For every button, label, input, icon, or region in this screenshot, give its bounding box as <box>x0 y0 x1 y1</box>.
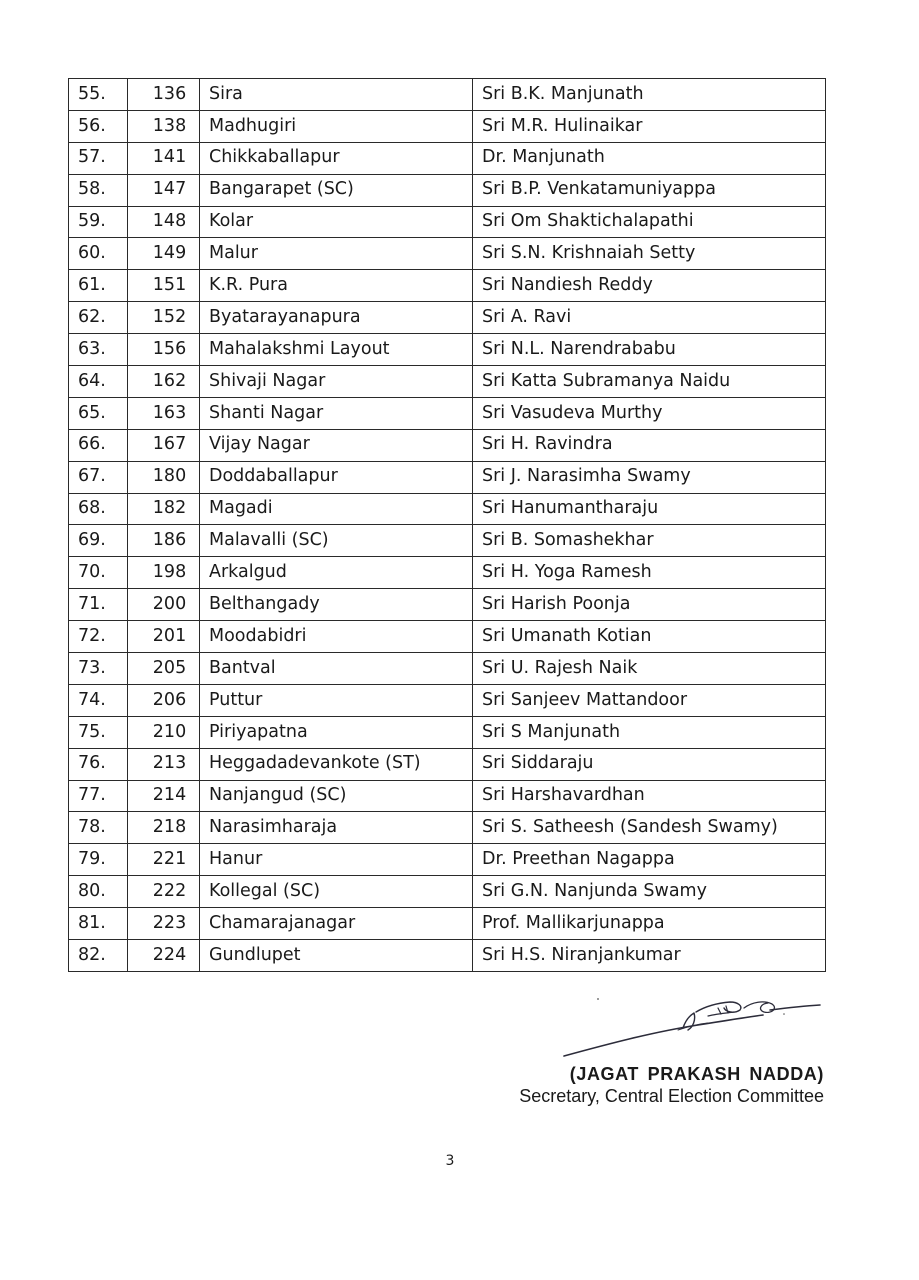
constituency-name-cell: Sira <box>200 79 473 111</box>
serial-number-cell: 81. <box>69 908 128 940</box>
table-row <box>69 461 826 493</box>
table-row <box>69 142 826 174</box>
constituency-name-cell: Kollegal (SC) <box>200 876 473 908</box>
candidate-name-cell: Sri Harshavardhan <box>473 780 826 812</box>
constituency-number-cell: 201 <box>128 621 200 653</box>
constituency-name-cell: Malur <box>200 238 473 270</box>
serial-number-cell: 79. <box>69 844 128 876</box>
table-row <box>69 79 826 111</box>
candidate-name-cell: Sri N.L. Narendrababu <box>473 334 826 366</box>
page-number: 3 <box>445 1153 455 1169</box>
serial-number-cell: 78. <box>69 812 128 844</box>
candidate-name-cell: Sri Harish Poonja <box>473 589 826 621</box>
constituency-number-cell: 210 <box>128 716 200 748</box>
constituency-name-cell: Kolar <box>200 206 473 238</box>
constituency-name-cell: Belthangady <box>200 589 473 621</box>
constituency-number-cell: 182 <box>128 493 200 525</box>
serial-number-cell: 64. <box>69 366 128 398</box>
candidate-name-cell: Sri H. Yoga Ramesh <box>473 557 826 589</box>
serial-number-cell: 68. <box>69 493 128 525</box>
table-row <box>69 270 826 302</box>
constituency-number-cell: 186 <box>128 525 200 557</box>
table-row <box>69 684 826 716</box>
constituency-number-cell: 136 <box>128 79 200 111</box>
table-row <box>69 174 826 206</box>
constituency-number-cell: 141 <box>128 142 200 174</box>
table-row <box>69 366 826 398</box>
candidate-name-cell: Sri M.R. Hulinaikar <box>473 110 826 142</box>
constituency-name-cell: Chamarajanagar <box>200 908 473 940</box>
candidate-name-cell: Sri Sanjeev Mattandoor <box>473 684 826 716</box>
candidate-name-cell: Sri H.S. Niranjankumar <box>473 940 826 972</box>
constituency-number-cell: 214 <box>128 780 200 812</box>
constituency-name-cell: Magadi <box>200 493 473 525</box>
table-row <box>69 334 826 366</box>
constituency-name-cell: Hanur <box>200 844 473 876</box>
table-row <box>69 238 826 270</box>
constituency-name-cell: Doddaballapur <box>200 461 473 493</box>
constituency-number-cell: 222 <box>128 876 200 908</box>
constituency-number-cell: 200 <box>128 589 200 621</box>
constituency-name-cell: Narasimharaja <box>200 812 473 844</box>
table-row <box>69 748 826 780</box>
serial-number-cell: 56. <box>69 110 128 142</box>
signature-image <box>558 990 823 1062</box>
serial-number-cell: 75. <box>69 716 128 748</box>
constituency-number-cell: 213 <box>128 748 200 780</box>
serial-number-cell: 69. <box>69 525 128 557</box>
constituency-number-cell: 147 <box>128 174 200 206</box>
serial-number-cell: 61. <box>69 270 128 302</box>
constituency-name-cell: Nanjangud (SC) <box>200 780 473 812</box>
table-row <box>69 429 826 461</box>
candidate-name-cell: Sri J. Narasimha Swamy <box>473 461 826 493</box>
constituency-number-cell: 138 <box>128 110 200 142</box>
constituency-name-cell: Bantval <box>200 653 473 685</box>
candidate-name-cell: Sri S.N. Krishnaiah Setty <box>473 238 826 270</box>
serial-number-cell: 67. <box>69 461 128 493</box>
constituency-number-cell: 218 <box>128 812 200 844</box>
candidate-name-cell: Sri Vasudeva Murthy <box>473 397 826 429</box>
constituency-number-cell: 205 <box>128 653 200 685</box>
serial-number-cell: 59. <box>69 206 128 238</box>
constituency-name-cell: Vijay Nagar <box>200 429 473 461</box>
candidate-name-cell: Sri Umanath Kotian <box>473 621 826 653</box>
serial-number-cell: 57. <box>69 142 128 174</box>
serial-number-cell: 58. <box>69 174 128 206</box>
constituency-name-cell: Heggadadevankote (ST) <box>200 748 473 780</box>
constituency-name-cell: Bangarapet (SC) <box>200 174 473 206</box>
constituency-name-cell: Madhugiri <box>200 110 473 142</box>
constituency-number-cell: 148 <box>128 206 200 238</box>
serial-number-cell: 71. <box>69 589 128 621</box>
table-row <box>69 940 826 972</box>
signatory-title: Secretary, Central Election Committee <box>519 1086 824 1106</box>
candidate-name-cell: Sri S. Satheesh (Sandesh Swamy) <box>473 812 826 844</box>
serial-number-cell: 76. <box>69 748 128 780</box>
constituency-number-cell: 149 <box>128 238 200 270</box>
table-row <box>69 206 826 238</box>
serial-number-cell: 82. <box>69 940 128 972</box>
table-row <box>69 493 826 525</box>
table-row <box>69 557 826 589</box>
candidate-name-cell: Sri G.N. Nanjunda Swamy <box>473 876 826 908</box>
table-row <box>69 621 826 653</box>
constituency-name-cell: Gundlupet <box>200 940 473 972</box>
table-row <box>69 589 826 621</box>
constituency-number-cell: 151 <box>128 270 200 302</box>
constituency-name-cell: Malavalli (SC) <box>200 525 473 557</box>
candidate-name-cell: Sri Siddaraju <box>473 748 826 780</box>
constituency-name-cell: Shanti Nagar <box>200 397 473 429</box>
serial-number-cell: 74. <box>69 684 128 716</box>
serial-number-cell: 60. <box>69 238 128 270</box>
serial-number-cell: 62. <box>69 302 128 334</box>
candidate-name-cell: Dr. Manjunath <box>473 142 826 174</box>
serial-number-cell: 73. <box>69 653 128 685</box>
constituency-name-cell: Moodabidri <box>200 621 473 653</box>
signatory-name: (JAGAT PRAKASH NADDA) <box>569 1064 824 1084</box>
table-row <box>69 110 826 142</box>
constituency-number-cell: 167 <box>128 429 200 461</box>
candidate-name-cell: Sri Om Shaktichalapathi <box>473 206 826 238</box>
candidate-name-cell: Sri H. Ravindra <box>473 429 826 461</box>
candidate-name-cell: Sri B.K. Manjunath <box>473 79 826 111</box>
constituency-name-cell: Piriyapatna <box>200 716 473 748</box>
constituency-number-cell: 152 <box>128 302 200 334</box>
table-row <box>69 525 826 557</box>
serial-number-cell: 65. <box>69 397 128 429</box>
constituency-name-cell: Arkalgud <box>200 557 473 589</box>
constituency-number-cell: 163 <box>128 397 200 429</box>
constituency-number-cell: 156 <box>128 334 200 366</box>
constituency-number-cell: 223 <box>128 908 200 940</box>
serial-number-cell: 63. <box>69 334 128 366</box>
candidate-name-cell: Sri Nandiesh Reddy <box>473 270 826 302</box>
constituency-number-cell: 224 <box>128 940 200 972</box>
candidate-name-cell: Prof. Mallikarjunappa <box>473 908 826 940</box>
serial-number-cell: 66. <box>69 429 128 461</box>
candidate-name-cell: Sri Katta Subramanya Naidu <box>473 366 826 398</box>
table-row <box>69 812 826 844</box>
candidate-name-cell: Sri B.P. Venkatamuniyappa <box>473 174 826 206</box>
constituency-name-cell: Puttur <box>200 684 473 716</box>
constituency-name-cell: Mahalakshmi Layout <box>200 334 473 366</box>
candidate-name-cell: Dr. Preethan Nagappa <box>473 844 826 876</box>
serial-number-cell: 72. <box>69 621 128 653</box>
table-row <box>69 302 826 334</box>
constituency-number-cell: 162 <box>128 366 200 398</box>
candidate-name-cell: Sri Hanumantharaju <box>473 493 826 525</box>
table-row <box>69 653 826 685</box>
constituency-number-cell: 198 <box>128 557 200 589</box>
constituency-name-cell: Shivaji Nagar <box>200 366 473 398</box>
constituency-number-cell: 221 <box>128 844 200 876</box>
constituency-name-cell: Chikkaballapur <box>200 142 473 174</box>
table-row <box>69 780 826 812</box>
candidate-name-cell: Sri B. Somashekhar <box>473 525 826 557</box>
serial-number-cell: 70. <box>69 557 128 589</box>
candidate-name-cell: Sri A. Ravi <box>473 302 826 334</box>
serial-number-cell: 55. <box>69 79 128 111</box>
table-row <box>69 397 826 429</box>
candidate-table-body <box>69 79 826 972</box>
serial-number-cell: 77. <box>69 780 128 812</box>
constituency-name-cell: K.R. Pura <box>200 270 473 302</box>
serial-number-cell: 80. <box>69 876 128 908</box>
table-row <box>69 908 826 940</box>
candidate-name-cell: Sri S Manjunath <box>473 716 826 748</box>
candidate-name-cell: Sri U. Rajesh Naik <box>473 653 826 685</box>
table-row <box>69 844 826 876</box>
constituency-number-cell: 180 <box>128 461 200 493</box>
table-row <box>69 716 826 748</box>
constituency-number-cell: 206 <box>128 684 200 716</box>
constituency-name-cell: Byatarayanapura <box>200 302 473 334</box>
candidate-table <box>68 78 826 972</box>
table-row <box>69 876 826 908</box>
